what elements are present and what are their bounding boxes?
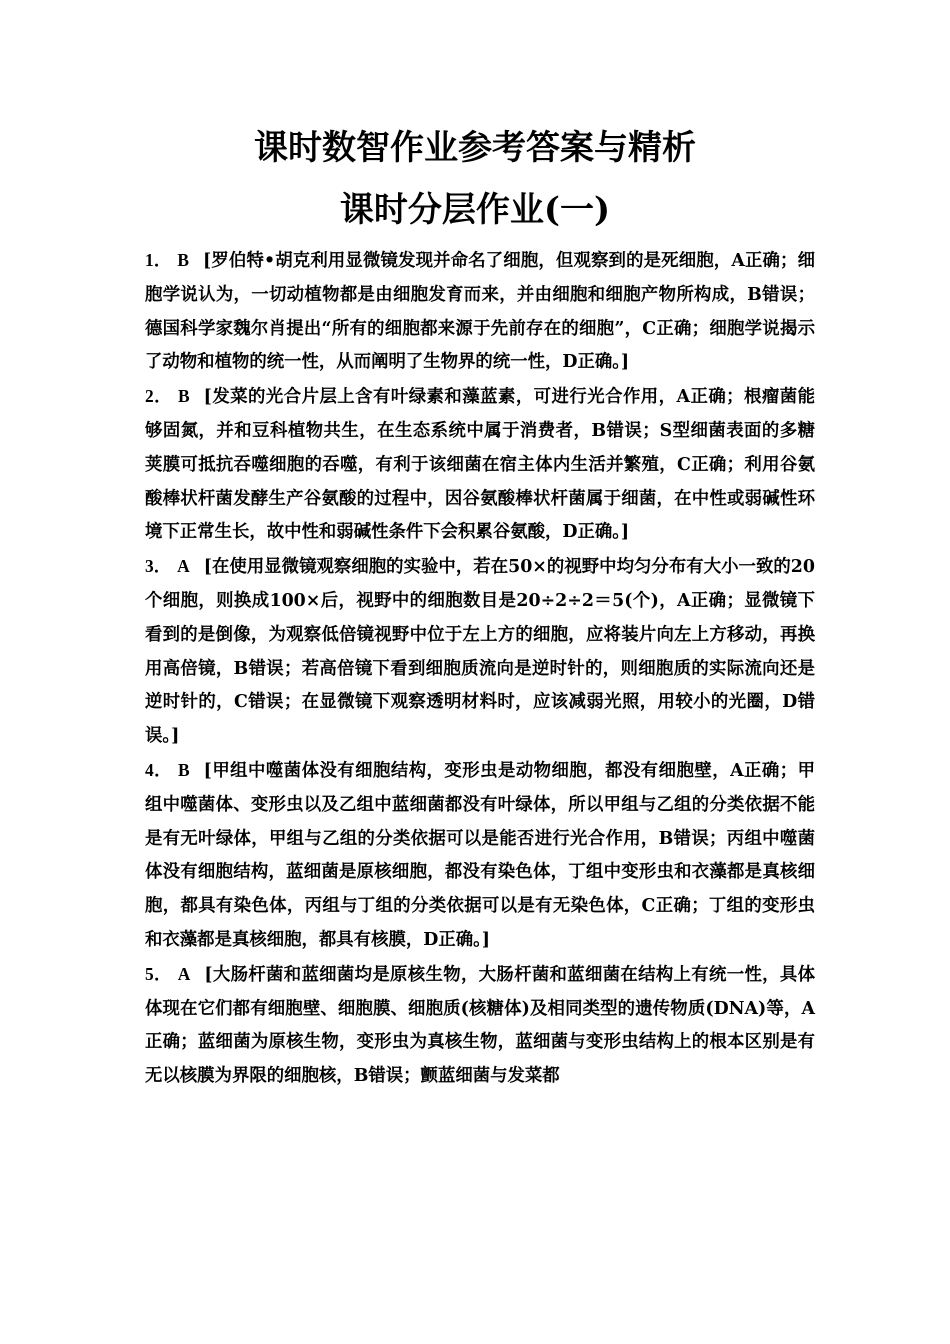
answer-item bbox=[145, 380, 815, 550]
answer-item bbox=[145, 754, 815, 958]
answer-choice: B bbox=[177, 250, 189, 270]
question-number: 1． bbox=[145, 250, 172, 270]
question-number: 5． bbox=[145, 963, 172, 984]
question-number: 2． bbox=[145, 386, 173, 407]
question-number: 4． bbox=[145, 759, 173, 780]
answer-item bbox=[145, 958, 815, 1094]
answer-item bbox=[145, 550, 815, 754]
answer-choice: B bbox=[178, 386, 190, 407]
answer-explanation: [在使用显微镜观察细胞的实验中，若在50×的视野中均匀分布有大小一致的20个细胞，则换成100×后，视野中的细胞数目是20÷2÷2＝5(个)，A正确；显微镜下看到的是倒像，为观察低倍镜视野中位于左上方的细胞，应将装片向左上方移动，再换用高倍镜，B错误；若高倍镜下看到细胞质流向是逆时针的，则细胞质的实际流向还是逆时针的，C错误；在显微镜下观察透明材料时，应该减弱光照，用较小的光圈，D错误。] bbox=[145, 557, 815, 747]
answer-explanation: [大肠杆菌和蓝细菌均是原核生物，大肠杆菌和蓝细菌在结构上有统一性，具体体现在它们都有细胞壁、细胞膜、细胞质(核糖体)及相同类型的遗传物质(DNA)等，A正确；蓝细菌为原核生物，变形虫为真核生物，蓝细菌与变形虫结构上的根本区别是有无以核膜为界限的细胞核，B错误；颤蓝细菌与发菜都 bbox=[145, 964, 815, 1087]
answer-list bbox=[145, 244, 815, 1094]
question-number: 3． bbox=[145, 556, 172, 577]
answer-choice: A bbox=[177, 556, 190, 577]
answer-choice: B bbox=[178, 759, 190, 780]
answer-item bbox=[145, 244, 815, 380]
answer-explanation: [罗伯特•胡克利用显微镜发现并命名了细胞，但观察到的是死细胞，A正确；细胞学说认为，一切动植物都是由细胞发育而来，并由细胞和细胞产物所构成，B错误；德国科学家魏尔肖提出“所有的细胞都来源于先前存在的细胞”，C正确；细胞学说揭示了动物和植物的统一性，从而阐明了生物界的统一性，D正确。] bbox=[145, 251, 815, 373]
answer-choice: A bbox=[177, 963, 191, 984]
section-title: 课时分层作业(一) bbox=[339, 190, 611, 230]
page-title: 课时数智作业参考答案与精析 bbox=[254, 128, 696, 168]
answer-explanation: [甲组中噬菌体没有细胞结构，变形虫是动物细胞，都没有细胞壁，A正确；甲组中噬菌体、变形虫以及乙组中蓝细菌都没有叶绿体，所以甲组与乙组的分类依据不能是有无叶绿体，甲组与乙组的分类依据可以是能否进行光合作用，B错误；丙组中噬菌体没有细胞结构，蓝细菌是原核细胞，都没有染色体，丁组中变形虫和衣藻都是真核细胞，都具有染色体，丙组与丁组的分类依据可以是有无染色体，C正确；丁组的变形虫和衣藻都是真核细胞，都具有核膜，D正确。] bbox=[145, 760, 815, 950]
answer-explanation: [发菜的光合片层上含有叶绿素和藻蓝素，可进行光合作用，A正确；根瘤菌能够固氮，并和豆科植物共生，在生态系统中属于消费者，B错误；S型细菌表面的多糖荚膜可抵抗吞噬细胞的吞噬，有利于该细菌在宿主体内生活并繁殖，C正确；利用谷氨酸棒状杆菌发酵生产谷氨酸的过程中，因谷氨酸棒状杆菌属于细菌，在中性或弱碱性环境下正常生长，故中性和弱碱性条件下会积累谷氨酸，D正确。] bbox=[145, 387, 815, 543]
